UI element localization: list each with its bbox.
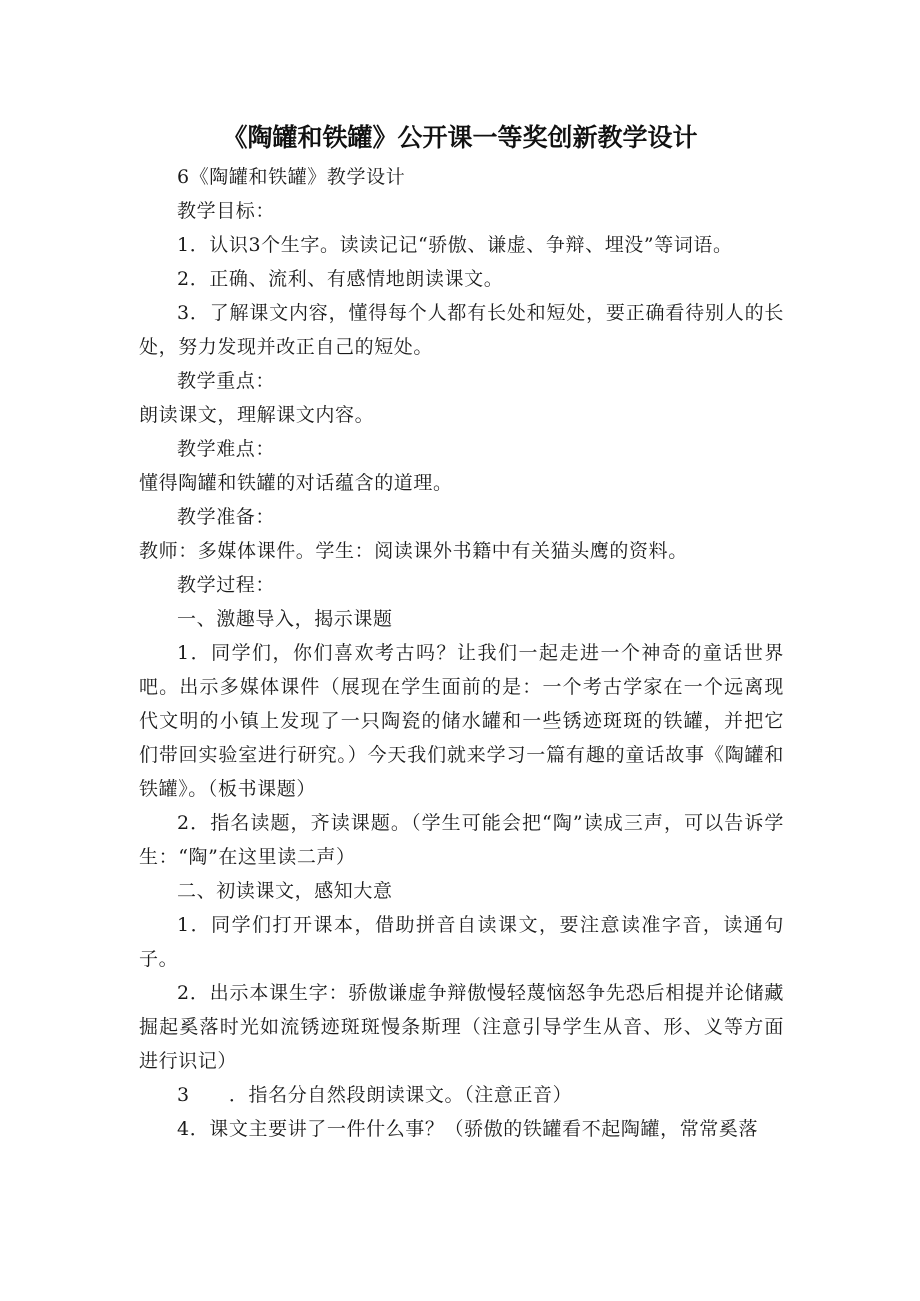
paragraph: 教学难点： xyxy=(177,438,276,460)
paragraph: 二、初读课文，感知大意 xyxy=(177,880,393,902)
paragraph: 3．了解课文内容，懂得每个人都有长处和短处，要正确看待别人的长处，努力发现并改正自己的短处。 xyxy=(139,302,784,358)
paragraph: 2．出示本课生字：骄傲谦虚争辩傲慢轻蔑恼怒争先恐后相提并论储藏掘起奚落时光如流锈迹斑斑慢条斯理（注意引导学生从音、形、义等方面进行识记） xyxy=(139,982,784,1072)
paragraph: 2．指名读题，齐读课题。（学生可能会把“陶”读成三声，可以告诉学生：“陶”在这里读二声） xyxy=(139,812,784,868)
paragraph: 4．课文主要讲了一件什么事？（骄傲的铁罐看不起陶罐，常常奚落 xyxy=(177,1118,759,1140)
paragraph: 1．认识3个生字。读读记记“骄傲、谦虚、争辩、埋没”等词语。 xyxy=(177,234,733,256)
paragraph: 朗读课文，理解课文内容。 xyxy=(139,404,375,426)
document-title: 《陶罐和铁罐》公开课一等奖创新教学设计 xyxy=(222,123,698,152)
paragraph: 一、激趣导入，揭示课题 xyxy=(177,608,393,630)
paragraph: 懂得陶罐和铁罐的对话蕴含的道理。 xyxy=(139,472,453,494)
paragraph: 教学过程： xyxy=(177,574,276,596)
paragraph: 3 ．指名分自然段朗读课文。（注意正音） xyxy=(177,1084,573,1106)
paragraph: 教师：多媒体课件。学生：阅读课外书籍中有关猫头鹰的资料。 xyxy=(139,540,688,562)
paragraph: 教学准备： xyxy=(177,506,276,528)
paragraph: 6《陶罐和铁罐》教学设计 xyxy=(177,166,406,188)
paragraph: 2．正确、流利、有感情地朗读课文。 xyxy=(177,268,504,290)
paragraph: 1．同学们打开课本，借助拼音自读课文，要注意读准字音，读通句子。 xyxy=(139,914,784,970)
paragraph: 1．同学们，你们喜欢考古吗？让我们一起走进一个神奇的童话世界吧。出示多媒体课件（展现在学生面前的是：一个考古学家在一个远离现代文明的小镇上发现了一只陶瓷的储水罐和一些锈迹斑斑的铁罐，并把它们带回实验室进行研究。）今天我们就来学习一篇有趣的童话故事《陶罐和铁罐》。（板书课题） xyxy=(139,642,784,800)
paragraph: 教学目标： xyxy=(177,200,276,222)
paragraph: 教学重点： xyxy=(177,370,276,392)
document-body xyxy=(139,160,784,1146)
